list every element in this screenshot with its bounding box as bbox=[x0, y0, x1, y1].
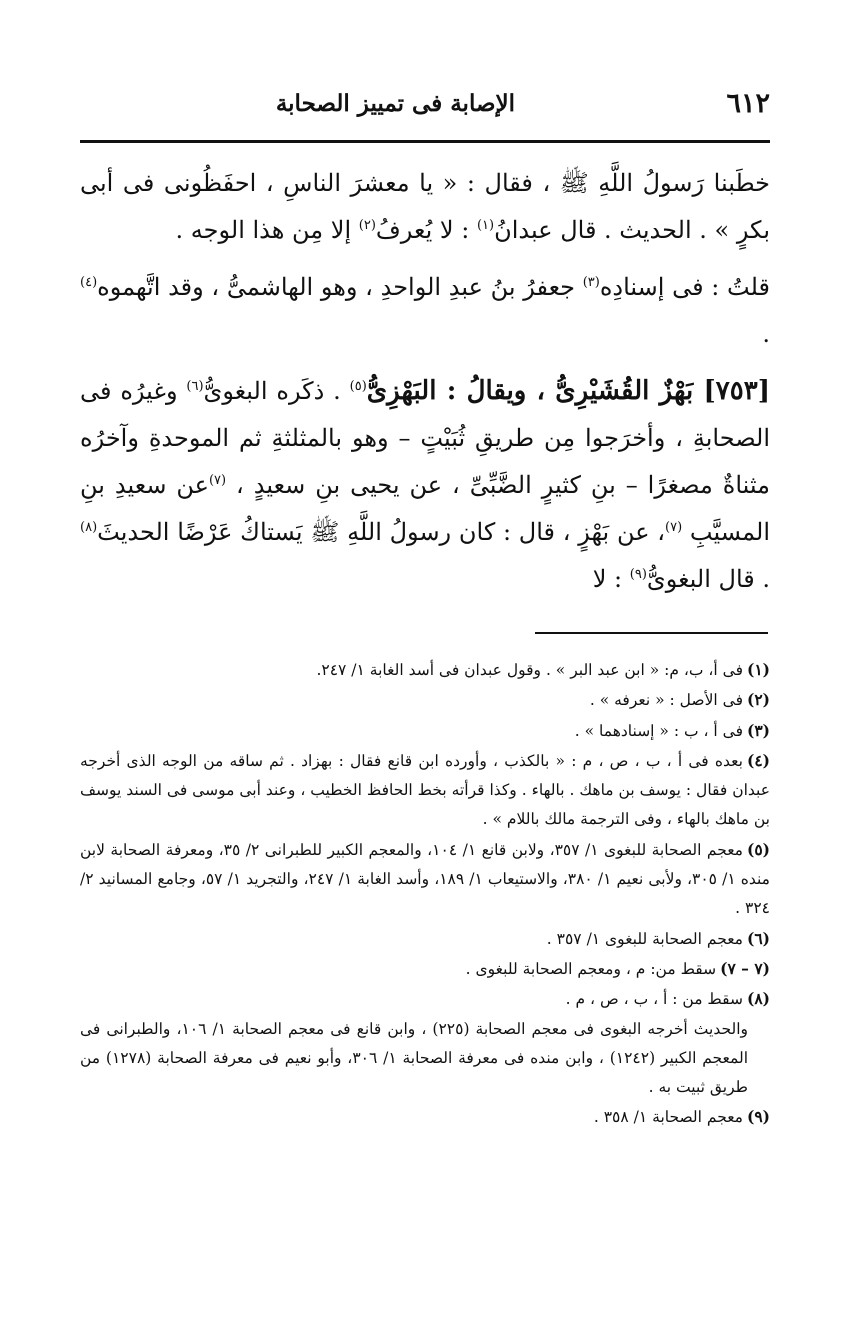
footnote-ref: (٧) bbox=[208, 473, 227, 488]
footnote: (٢)فى الأصل : « نعرفه » . bbox=[589, 690, 770, 710]
footnote-ref: (٨) bbox=[80, 520, 98, 535]
paragraph-2: قلتُ : فى إسنادِه$^{(٣)}$ جعفرُ بنُ عبدِ الواحدِ ، وهو الهاشمىُّ ، وقد اتَّهموه$^{(٤)}$ . bbox=[80, 273, 770, 348]
footnote: (١)فى أ، ب، م: « ابن عبد البر » . وقول عبدان فى أسد الغابة ١/ ٢٤٧. bbox=[316, 660, 770, 679]
footnote: (٨)سقط من : أ ، ب ، ص ، م . bbox=[565, 989, 770, 1009]
footnote: (٧ – ٧)سقط من: م ، ومعجم الصحابة للبغوى . bbox=[465, 958, 770, 978]
footnote: (٥)معجم الصحابة للبغوى ١/ ٣٥٧، ولابن قانع ١/ ١٠٤، والمعجم الكبير للطبرانى ٢/ ٣٥، ومعرفة الصحابة لابن منده ١/ ٣٠٥، ولأبى نعيم ١/ ٣٨٠، والاستيعاب ١/ ١٨٩، وأسد الغابة ١/ ٢٤٧، والتجريد ١/ ٥٧، وجامع المسانيد ٢/ ٣٢٤ . bbox=[80, 839, 770, 918]
footnote-ref: (٦) bbox=[186, 379, 204, 394]
footnote-ref: (٢) bbox=[358, 218, 376, 233]
main-text bbox=[80, 160, 770, 620]
running-title: الإصابة فى تمييز الصحابة bbox=[275, 90, 515, 117]
footnote: (٩)معجم الصحابة ١/ ٣٥٨ . bbox=[593, 1107, 770, 1127]
page-header bbox=[80, 80, 770, 138]
footnote-ref: (٣) bbox=[582, 275, 600, 290]
footnote: (٦)معجم الصحابة للبغوى ١/ ٣٥٧ . bbox=[546, 928, 770, 948]
page-number: ٦١٢ bbox=[726, 88, 770, 119]
paragraph-1: خطَبنا رَسولُ اللَّهِ ﷺ ، فقال : « يا معشرَ الناسِ ، احفَظُونى فى أبى بكرٍ » . الحديث . قال عبدانُ$^{(١)}$ : لا يُعرفُ$^{(٢)}$ إلا مِن هذا الوجه . bbox=[80, 169, 770, 244]
footnote-continuation: والحديث أخرجه البغوى فى معجم الصحابة (٢٢٥) ، وابن قانع فى معجم الصحابة ١/ ١٠٦، والطبرانى فى المعجم الكبير (١٢٤٢) ، وابن منده فى معرفة الصحابة ١/ ٣٠٦، وأبو نعيم فى معرفة الصحابة (١٢٧٨) من طريق ثبيت به . bbox=[80, 1019, 749, 1097]
footnote-ref: (٥) bbox=[349, 379, 367, 394]
entry-heading: [٧٥٣] بَهْزٌ القُشَيْرِىُّ ، ويقالُ : البَهْزِىُّ bbox=[366, 376, 770, 406]
footnote: (٤)بعده فى أ ، ب ، ص ، م : « بالكذب ، وأورده ابن قانع فقال : بهزاد . ثم ساقه من الوجه الذى أخرجه عبدان فقال : يوسف بن ماهك . بالهاء . وكذا قرأته بخط الحافظ الخطيب ، وعند أبى موسى فى السند يوسف بن ماهك بالهاء ، وفى الترجمة مالك باللام » . bbox=[80, 750, 770, 829]
footnote-ref: (٧) bbox=[665, 520, 683, 535]
footnote-ref: (٩) bbox=[629, 567, 647, 582]
footnote-ref: (١) bbox=[476, 218, 495, 233]
header-rule bbox=[80, 140, 770, 143]
footnote-separator bbox=[535, 632, 768, 634]
footnotes bbox=[80, 655, 770, 1255]
footnote-ref: (٤) bbox=[80, 275, 98, 290]
entry-753: [٧٥٣] بَهْزٌ القُشَيْرِىُّ ، ويقالُ : البَهْزِىُّ$^{(٥)}$ . ذكَره البغوىُّ$^{(٦)}$ وغيرُه فى الصحابةِ ، وأخرَجوا مِن طريقِ ثُبَيْتٍ – وهو بالمثلثةِ ثم الموحدةِ وآخرُه مثناةٌ مصغرًا – بنِ كثيرٍ الضَّبِّىِّ ، عن يحيى بنِ سعيدٍ ، $^{(٧)}$عن سعيدِ بنِ المسيَّبِ $^{(٧)}$، عن بَهْزٍ ، قال : كان رسولُ اللَّهِ ﷺ يَستاكُ عَرْضًا الحديثَ$^{(٨)}$ . قال البغوىُّ$^{(٩)}$ : لا bbox=[80, 376, 770, 593]
footnote: (٣)فى أ ، ب : « إسنادهما » . bbox=[574, 720, 770, 740]
